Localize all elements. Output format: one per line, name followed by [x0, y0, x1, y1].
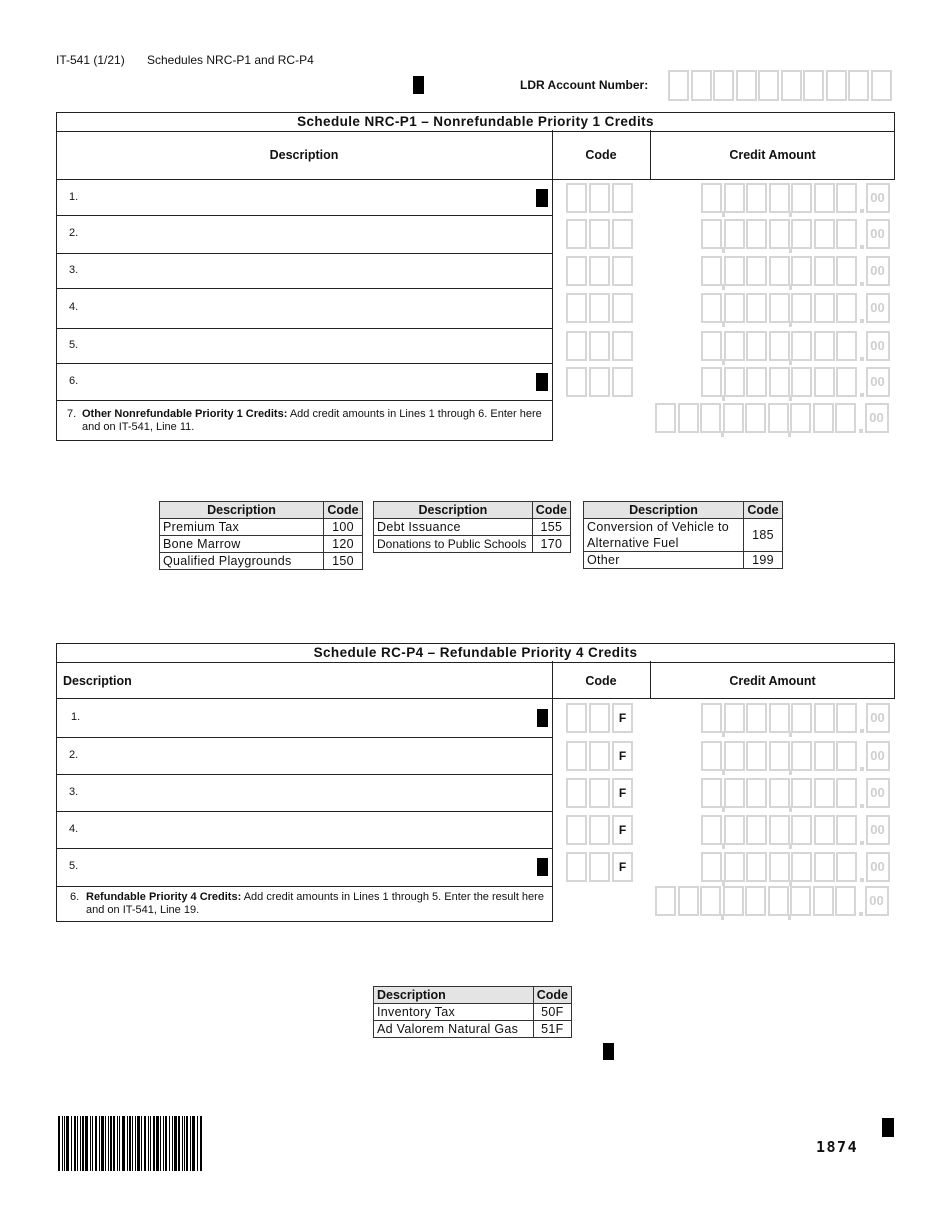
- cents-box: 00: [866, 331, 890, 361]
- digit-cell[interactable]: [814, 331, 835, 361]
- nrc-code-digit-cell[interactable]: [566, 256, 587, 286]
- nrc-line7-bold: Other Nonrefundable Priority 1 Credits:: [82, 408, 288, 420]
- decimal-point: [860, 282, 864, 286]
- digit-cell[interactable]: [701, 367, 722, 397]
- rc-schedule-table: [56, 643, 895, 699]
- digit-cell[interactable]: [769, 331, 790, 361]
- cents-box: 00: [865, 403, 889, 433]
- digit-cell[interactable]: [701, 815, 722, 845]
- decimal-point: [860, 245, 864, 249]
- digit-cell[interactable]: [813, 403, 834, 433]
- digit-cell[interactable]: [701, 293, 722, 323]
- digit-cell[interactable]: [791, 256, 812, 286]
- code-value: 100: [324, 519, 363, 536]
- digit-cell[interactable]: [814, 703, 835, 733]
- digit-cell[interactable]: [701, 219, 722, 249]
- code-table-code-header: Code: [532, 502, 570, 519]
- digit-cell[interactable]: [724, 331, 745, 361]
- digit-cell[interactable]: [701, 778, 722, 808]
- digit-cell[interactable]: [746, 741, 767, 771]
- registration-mark: [536, 373, 548, 391]
- digit-cell[interactable]: [701, 741, 722, 771]
- digit-cell[interactable]: [790, 886, 811, 916]
- digit-cell[interactable]: [724, 293, 745, 323]
- nrc-code-digit-cell[interactable]: [589, 367, 610, 397]
- digit-cell[interactable]: [814, 852, 835, 882]
- code-table-code-header: Code: [324, 502, 363, 519]
- comma-separator: [722, 769, 725, 775]
- ldr-account-number-input[interactable]: [668, 70, 894, 101]
- form-number: 1874: [816, 1138, 859, 1156]
- registration-mark: [413, 76, 424, 94]
- comma-separator: [722, 321, 725, 327]
- digit-cell[interactable]: [746, 778, 767, 808]
- cents-box: 00: [866, 219, 890, 249]
- digit-cell[interactable]: [655, 403, 676, 433]
- digit-cell[interactable]: [836, 219, 857, 249]
- comma-separator: [722, 806, 725, 812]
- digit-cell[interactable]: [836, 852, 857, 882]
- rc-code-suffix: F: [612, 815, 633, 845]
- ldr-digit-cell[interactable]: [668, 70, 689, 101]
- comma-separator: [788, 431, 791, 437]
- code-desc: Other: [584, 552, 744, 569]
- digit-cell[interactable]: [724, 183, 745, 213]
- rc-code-digit-cell[interactable]: [566, 852, 587, 882]
- ldr-digit-cell[interactable]: [826, 70, 847, 101]
- decimal-point: [860, 209, 864, 213]
- code-desc: Debt Issuance: [374, 519, 533, 536]
- registration-mark: [603, 1043, 614, 1060]
- digit-cell[interactable]: [814, 741, 835, 771]
- comma-separator: [789, 247, 792, 253]
- cents-box: 00: [866, 778, 890, 808]
- comma-separator: [788, 914, 791, 920]
- code-desc-line1: Conversion of Vehicle to: [587, 520, 730, 534]
- code-value: 185: [744, 519, 783, 552]
- comma-separator: [789, 731, 792, 737]
- rc-line-number: 2.: [69, 748, 79, 761]
- nrc-line-number: 1.: [69, 190, 79, 203]
- comma-separator: [789, 211, 792, 217]
- nrc-line-description-input[interactable]: [82, 184, 527, 211]
- amount-digit-cells[interactable]: [701, 331, 859, 361]
- decimal-point: [860, 804, 864, 808]
- schedules-title: Schedules NRC-P1 and RC-P4: [147, 53, 314, 67]
- rc-code-digit-cell[interactable]: [566, 741, 587, 771]
- rc-line-description-input[interactable]: [82, 778, 527, 807]
- code-value: 170: [532, 536, 570, 553]
- registration-mark: [537, 709, 548, 727]
- rc-line-number: 4.: [69, 822, 79, 835]
- nrc-line7-label: [82, 408, 547, 434]
- comma-separator: [789, 284, 792, 290]
- nrc-total-amount-input[interactable]: [655, 403, 895, 435]
- code-table-desc-header: Description: [160, 502, 324, 519]
- digit-cell[interactable]: [769, 219, 790, 249]
- nrc-code-digit-cell[interactable]: [589, 256, 610, 286]
- comma-separator: [722, 731, 725, 737]
- amount-digit-cells[interactable]: [701, 219, 859, 249]
- digit-cell[interactable]: [814, 183, 835, 213]
- decimal-point: [859, 429, 863, 433]
- rc-code-suffix: F: [612, 703, 633, 733]
- digit-cell[interactable]: [724, 219, 745, 249]
- decimal-point: [860, 878, 864, 882]
- nrc-code-digit-cell[interactable]: [589, 293, 610, 323]
- rc-code-digit-cell[interactable]: [589, 703, 610, 733]
- cents-box: 00: [866, 815, 890, 845]
- digit-cell[interactable]: [745, 886, 766, 916]
- digit-cell[interactable]: [768, 403, 789, 433]
- rc-code-suffix: F: [612, 741, 633, 771]
- code-value: 199: [744, 552, 783, 569]
- digit-cell[interactable]: [701, 852, 722, 882]
- rc-code-table: [373, 986, 572, 1038]
- digit-cell[interactable]: [746, 852, 767, 882]
- code-value: 155: [532, 519, 570, 536]
- digit-cell[interactable]: [836, 331, 857, 361]
- digit-cell[interactable]: [836, 256, 857, 286]
- digit-cell[interactable]: [791, 815, 812, 845]
- nrc-code-table-3: [583, 501, 783, 569]
- rc-schedule-title: Schedule RC-P4 – Refundable Priority 4 Credits: [57, 644, 894, 663]
- comma-separator: [721, 914, 724, 920]
- digit-cell[interactable]: [724, 367, 745, 397]
- nrc-code-digit-cell[interactable]: [612, 331, 633, 361]
- comma-separator: [789, 395, 792, 401]
- digit-cell[interactable]: [769, 703, 790, 733]
- nrc-line7-text: Add credit amounts in Lines 1 through 6. Enter here: [289, 408, 542, 420]
- digit-cell[interactable]: [836, 741, 857, 771]
- rc-line-number: 1.: [71, 711, 81, 723]
- digit-cell[interactable]: [814, 367, 835, 397]
- comma-separator: [722, 247, 725, 253]
- amount-digit-cells[interactable]: [701, 778, 859, 808]
- comma-separator: [721, 431, 724, 437]
- comma-separator: [789, 806, 792, 812]
- ldr-digit-cell[interactable]: [713, 70, 734, 101]
- digit-cell[interactable]: [745, 403, 766, 433]
- nrc-col-description: Description: [269, 148, 339, 162]
- code-desc-line2: Alternative Fuel: [587, 536, 679, 550]
- digit-cell[interactable]: [746, 293, 767, 323]
- rc-code-suffix: F: [612, 778, 633, 808]
- digit-cell[interactable]: [746, 331, 767, 361]
- digit-cell[interactable]: [701, 331, 722, 361]
- digit-cell[interactable]: [768, 886, 789, 916]
- rc-col-code: Code: [585, 674, 617, 688]
- nrc-code-digit-cell[interactable]: [566, 331, 587, 361]
- decimal-point: [860, 393, 864, 397]
- rc-line-description-input[interactable]: [82, 815, 527, 844]
- nrc-code-digit-cell[interactable]: [612, 183, 633, 213]
- code-desc: Donations to Public Schools: [374, 536, 533, 553]
- cents-box: 00: [865, 886, 889, 916]
- code-table-desc-header: Description: [374, 502, 533, 519]
- digit-cell[interactable]: [724, 778, 745, 808]
- ldr-account-label: LDR Account Number:: [520, 78, 649, 92]
- digit-cell[interactable]: [791, 183, 812, 213]
- nrc-line-number: 5.: [69, 338, 79, 351]
- rc-col-description: Description: [63, 674, 132, 688]
- nrc-col-credit-amount: Credit Amount: [729, 148, 816, 162]
- digit-cell[interactable]: [836, 815, 857, 845]
- rc-line-description-input[interactable]: [82, 852, 527, 882]
- cents-box: 00: [866, 183, 890, 213]
- cents-box: 00: [866, 256, 890, 286]
- amount-digit-cells[interactable]: [701, 852, 859, 882]
- digit-cell[interactable]: [769, 293, 790, 323]
- decimal-point: [860, 729, 864, 733]
- nrc-line-description-input[interactable]: [82, 219, 527, 249]
- rc-line6-bold: Refundable Priority 4 Credits:: [86, 891, 242, 903]
- amount-digit-cells[interactable]: [701, 703, 859, 733]
- digit-cell[interactable]: [835, 886, 856, 916]
- digit-cell[interactable]: [769, 815, 790, 845]
- digit-cell[interactable]: [700, 403, 721, 433]
- digit-cell[interactable]: [746, 703, 767, 733]
- nrc-line-number: 4.: [69, 301, 79, 313]
- nrc-code-digit-cell[interactable]: [612, 219, 633, 249]
- nrc-code-digit-cell[interactable]: [566, 367, 587, 397]
- digit-cell[interactable]: [724, 815, 745, 845]
- digit-cell[interactable]: [791, 219, 812, 249]
- digit-cell[interactable]: [723, 403, 744, 433]
- nrc-code-digit-cell[interactable]: [589, 331, 610, 361]
- nrc-code-digit-cell[interactable]: [612, 367, 633, 397]
- decimal-point: [860, 357, 864, 361]
- digit-cell[interactable]: [790, 403, 811, 433]
- nrc-code-digit-cell[interactable]: [612, 256, 633, 286]
- digit-cell[interactable]: [791, 293, 812, 323]
- code-value: 120: [324, 536, 363, 553]
- comma-separator: [789, 769, 792, 775]
- code-desc: [584, 519, 744, 552]
- digit-cell[interactable]: [814, 778, 835, 808]
- digit-cell[interactable]: [836, 778, 857, 808]
- digit-cell[interactable]: [746, 367, 767, 397]
- digit-cell[interactable]: [701, 256, 722, 286]
- code-desc: Inventory Tax: [374, 1004, 534, 1021]
- code-value: 50F: [533, 1004, 571, 1021]
- digit-cell[interactable]: [700, 886, 721, 916]
- amount-digit-cells[interactable]: [701, 293, 859, 323]
- cents-box: 00: [866, 293, 890, 323]
- amount-digit-cells[interactable]: [655, 886, 858, 916]
- registration-mark: [536, 189, 548, 207]
- nrc-line-description-input[interactable]: [82, 367, 527, 396]
- decimal-point: [860, 767, 864, 771]
- digit-cell[interactable]: [791, 331, 812, 361]
- nrc-code-table-1: [159, 501, 363, 570]
- nrc-schedule-title: Schedule NRC-P1 – Nonrefundable Priority 1 Credits: [57, 113, 894, 132]
- nrc-code-digit-cell[interactable]: [566, 219, 587, 249]
- code-table-desc-header: Description: [584, 502, 744, 519]
- rc-code-digit-cell[interactable]: [589, 778, 610, 808]
- digit-cell[interactable]: [724, 703, 745, 733]
- comma-separator: [789, 843, 792, 849]
- digit-cell[interactable]: [724, 852, 745, 882]
- digit-cell[interactable]: [814, 219, 835, 249]
- digit-cell[interactable]: [814, 256, 835, 286]
- rc-code-digit-cell[interactable]: [589, 741, 610, 771]
- code-table-desc-header: Description: [374, 987, 534, 1004]
- digit-cell[interactable]: [678, 403, 699, 433]
- nrc-code-table-2: [373, 501, 571, 553]
- rc-total-amount-input[interactable]: [655, 886, 895, 918]
- digit-cell[interactable]: [836, 293, 857, 323]
- digit-cell[interactable]: [791, 367, 812, 397]
- rc-code-digit-cell[interactable]: [566, 778, 587, 808]
- digit-cell[interactable]: [769, 741, 790, 771]
- digit-cell[interactable]: [746, 256, 767, 286]
- nrc-col-code: Code: [585, 148, 617, 162]
- rc-line6-text: Add credit amounts in Lines 1 through 5. Enter the result here: [243, 891, 544, 903]
- amount-digit-cells[interactable]: [655, 403, 858, 433]
- amount-digit-cells[interactable]: [701, 815, 859, 845]
- rc-col-credit-amount: Credit Amount: [729, 674, 816, 688]
- form-id: IT-541 (1/21): [56, 53, 125, 67]
- rc-code-digit-cell[interactable]: [589, 852, 610, 882]
- digit-cell[interactable]: [791, 703, 812, 733]
- nrc-line-number: 2.: [69, 227, 79, 239]
- digit-cell[interactable]: [769, 183, 790, 213]
- decimal-point: [860, 319, 864, 323]
- rc-code-suffix: F: [612, 852, 633, 882]
- comma-separator: [722, 843, 725, 849]
- rc-line-number: 5.: [69, 860, 79, 872]
- rc-line-description-input[interactable]: [82, 741, 527, 770]
- digit-cell[interactable]: [701, 183, 722, 213]
- digit-cell[interactable]: [791, 852, 812, 882]
- comma-separator: [789, 359, 792, 365]
- ldr-digit-cell[interactable]: [758, 70, 779, 101]
- digit-cell[interactable]: [769, 367, 790, 397]
- nrc-line-description-input[interactable]: [82, 292, 527, 324]
- decimal-point: [860, 841, 864, 845]
- nrc-line7-text2: and on IT-541, Line 11.: [82, 421, 195, 433]
- code-desc: Ad Valorem Natural Gas: [374, 1021, 534, 1038]
- nrc-line-number: 3.: [69, 263, 79, 276]
- nrc-code-digit-cell[interactable]: [566, 293, 587, 323]
- rc-code-digit-cell[interactable]: [566, 815, 587, 845]
- ldr-digit-cell[interactable]: [848, 70, 869, 101]
- comma-separator: [722, 359, 725, 365]
- ldr-digit-cell[interactable]: [803, 70, 824, 101]
- nrc-code-digit-cell[interactable]: [566, 183, 587, 213]
- rc-line6-label: [86, 891, 546, 917]
- code-desc: Premium Tax: [160, 519, 324, 536]
- nrc-schedule-table: [56, 112, 895, 180]
- comma-separator: [789, 321, 792, 327]
- code-desc: Bone Marrow: [160, 536, 324, 553]
- digit-cell[interactable]: [655, 886, 676, 916]
- registration-mark: [882, 1118, 894, 1137]
- cents-box: 00: [866, 703, 890, 733]
- amount-digit-cells[interactable]: [701, 256, 859, 286]
- ldr-digit-cell[interactable]: [781, 70, 802, 101]
- nrc-line-number: 6.: [69, 374, 79, 387]
- digit-cell[interactable]: [724, 741, 745, 771]
- ldr-digit-cell[interactable]: [736, 70, 757, 101]
- nrc-code-digit-cell[interactable]: [612, 293, 633, 323]
- digit-cell[interactable]: [746, 815, 767, 845]
- rc-line6-num: 6.: [70, 891, 80, 903]
- digit-cell[interactable]: [836, 703, 857, 733]
- comma-separator: [722, 395, 725, 401]
- digit-cell[interactable]: [746, 183, 767, 213]
- digit-cell[interactable]: [701, 703, 722, 733]
- rc-line-number: 3.: [69, 785, 79, 798]
- comma-separator: [722, 211, 725, 217]
- digit-cell[interactable]: [724, 256, 745, 286]
- digit-cell[interactable]: [791, 778, 812, 808]
- rc-code-digit-cell[interactable]: [589, 815, 610, 845]
- digit-cell[interactable]: [836, 183, 857, 213]
- code-value: 150: [324, 553, 363, 570]
- nrc-code-digit-cell[interactable]: [589, 183, 610, 213]
- decimal-point: [859, 912, 863, 916]
- digit-cell[interactable]: [835, 403, 856, 433]
- digit-cell[interactable]: [791, 741, 812, 771]
- code-desc: Qualified Playgrounds: [160, 553, 324, 570]
- digit-cell[interactable]: [769, 852, 790, 882]
- nrc-line-description-input[interactable]: [82, 332, 527, 359]
- digit-cell[interactable]: [836, 367, 857, 397]
- digit-cell[interactable]: [678, 886, 699, 916]
- ldr-digit-cell[interactable]: [871, 70, 892, 101]
- digit-cell[interactable]: [814, 815, 835, 845]
- code-value: 51F: [533, 1021, 571, 1038]
- nrc-line-description-input[interactable]: [82, 257, 527, 284]
- barcode: [58, 1116, 203, 1171]
- rc-code-digit-cell[interactable]: [566, 703, 587, 733]
- amount-digit-cells[interactable]: [701, 741, 859, 771]
- cents-box: 00: [866, 852, 890, 882]
- cents-box: 00: [866, 367, 890, 397]
- registration-mark: [537, 858, 548, 876]
- cents-box: 00: [866, 741, 890, 771]
- digit-cell[interactable]: [769, 256, 790, 286]
- amount-digit-cells[interactable]: [701, 183, 859, 213]
- digit-cell[interactable]: [769, 778, 790, 808]
- comma-separator: [722, 284, 725, 290]
- ldr-digit-cell[interactable]: [691, 70, 712, 101]
- code-table-code-header: Code: [744, 502, 783, 519]
- nrc-code-digit-cell[interactable]: [589, 219, 610, 249]
- digit-cell[interactable]: [814, 293, 835, 323]
- digit-cell[interactable]: [746, 219, 767, 249]
- rc-line6-text2: and on IT-541, Line 19.: [86, 904, 200, 916]
- rc-line-description-input[interactable]: [82, 703, 527, 733]
- digit-cell[interactable]: [813, 886, 834, 916]
- code-table-code-header: Code: [533, 987, 571, 1004]
- nrc-line7-num: 7.: [67, 408, 77, 420]
- amount-digit-cells[interactable]: [701, 367, 859, 397]
- digit-cell[interactable]: [723, 886, 744, 916]
